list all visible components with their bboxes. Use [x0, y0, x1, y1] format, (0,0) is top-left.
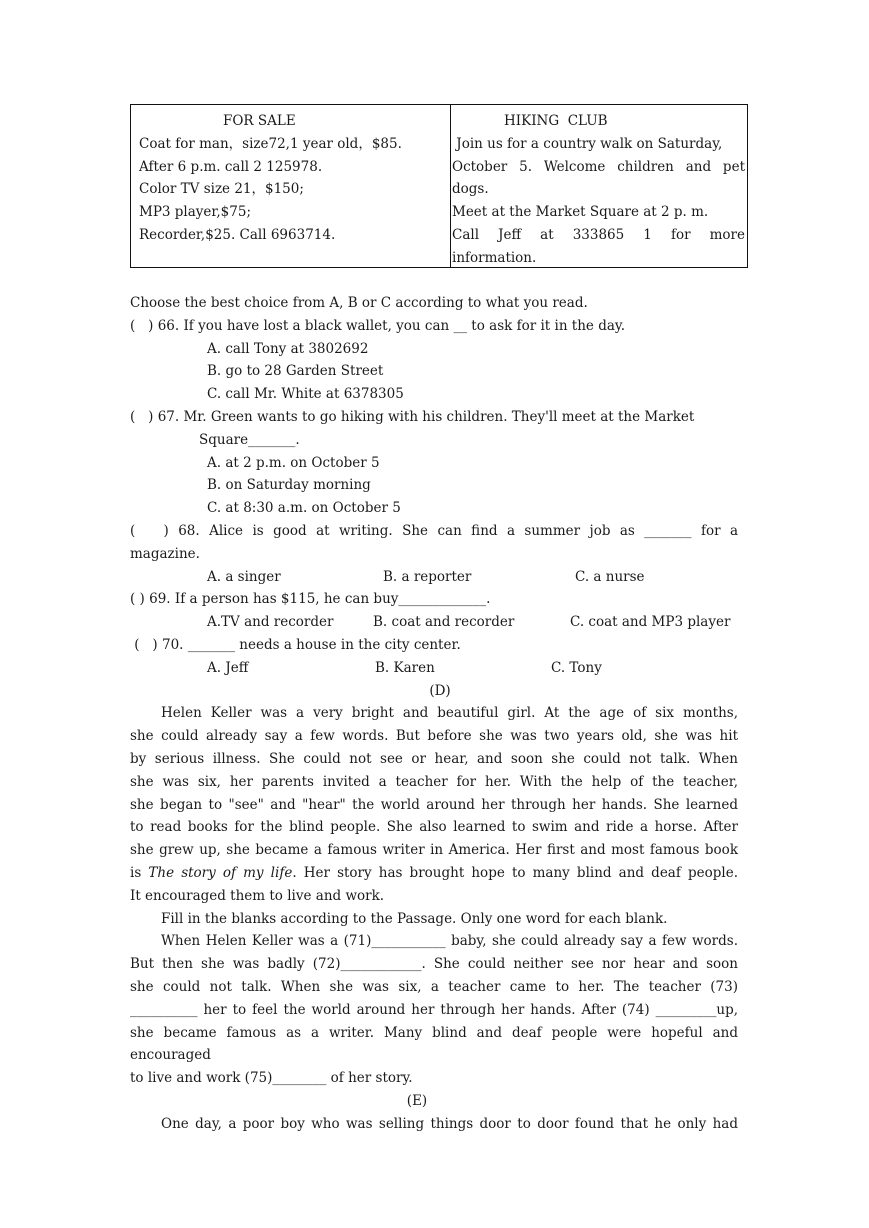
for-sale-ad [131, 105, 451, 267]
option-66-b: B. go to 28 Garden Street [207, 363, 384, 380]
question-66: ( ) 66. If you have lost a black wallet, you can __ to ask for it in the day. [130, 317, 626, 334]
section-d-heading: (D) [429, 682, 451, 699]
option-66-c: C. call Mr. White at 6378305 [207, 386, 404, 403]
fill-line: __________ her to feel the world around her through her hands. After (74) _________up, [130, 1001, 738, 1018]
passage-line: she began to "see" and "hear" the world around her through her hands. She learned [130, 796, 738, 813]
fill-line: she could not talk. When she was six, a teacher came to her. The teacher (73) [130, 978, 738, 995]
hiking-club-line: October 5. Welcome children and pet dogs. [452, 158, 745, 198]
for-sale-line: Recorder,$25. Call 6963714. [139, 226, 336, 243]
question-68: ( ) 68. Alice is good at writing. She can find a summer job as _______ for a [130, 522, 738, 539]
hiking-club-line: Meet at the Market Square at 2 p. m. [452, 204, 709, 221]
section-e-line: One day, a poor boy who was selling things door to door found that he only had [161, 1115, 738, 1132]
question-67: ( ) 67. Mr. Green wants to go hiking with his children. They'll meet at the Market [130, 408, 695, 425]
question-67-cont: Square_______. [199, 431, 300, 448]
option-70-c: C. Tony [551, 659, 602, 676]
instructions: Choose the best choice from A, B or C according to what you read. [130, 295, 588, 311]
fill-line: When Helen Keller was a (71)___________ baby, she could already say a few words. [161, 933, 738, 950]
ads-table [130, 104, 748, 268]
question-70: ( ) 70. _______ needs a house in the city center. [130, 636, 461, 653]
for-sale-line: After 6 p.m. call 2 125978. [139, 158, 323, 175]
question-69: ( ) 69. If a person has $115, he can buy_____________. [130, 591, 491, 608]
options-68 [130, 566, 738, 589]
option-66-a: A. call Tony at 3802692 [207, 340, 369, 357]
hiking-club-line: Call Jeff at 333865 1 for more [452, 226, 745, 243]
option-67-b: B. on Saturday morning [207, 477, 371, 494]
options-70 [130, 657, 738, 680]
option-68-b: B. a reporter [383, 568, 472, 585]
option-67-c: C. at 8:30 a.m. on October 5 [207, 500, 401, 517]
for-sale-line: Color TV size 21，$150; [139, 181, 304, 198]
passage-line: by serious illness. She could not see or hear, and soon she could not talk. When [130, 750, 738, 767]
option-70-a: A. Jeff [207, 659, 249, 676]
fill-line: she became famous as a writer. Many blind and deaf people were hopeful and encouraged [130, 1024, 738, 1064]
hiking-club-line: Join us for a country walk on Saturday, [452, 135, 723, 152]
option-68-c: C. a nurse [575, 568, 645, 585]
section-e-heading: (E) [406, 1092, 428, 1109]
passage-line: she could already say a few words. But before she was two years old, she was hit [130, 728, 738, 745]
book-title: The story of my life [148, 864, 293, 881]
book-post: . Her story has brought hope to many blind and deaf people. [292, 864, 738, 881]
passage-line: she was six, her parents invited a teacher for her. With the help of the teacher, [130, 773, 738, 790]
passage-line-book [130, 862, 738, 885]
book-pre: is [130, 864, 149, 881]
hiking-club-line: information. [452, 249, 537, 266]
fill-instructions: Fill in the blanks according to the Passage. Only one word for each blank. [161, 910, 668, 927]
worksheet-body [130, 292, 738, 1135]
hiking-club-title: HIKING CLUB [504, 113, 608, 129]
passage-line: Helen Keller was a very bright and beautiful girl. At the age of six months, [161, 705, 738, 722]
passage-line: to read books for the blind people. She also learned to swim and ride a horse. After [130, 819, 738, 836]
option-68-a: A. a singer [207, 568, 281, 585]
passage-line: It encouraged them to live and work. [130, 887, 385, 904]
for-sale-line: Coat for man，size72,1 year old，$85. [139, 135, 402, 152]
option-70-b: B. Karen [375, 659, 435, 676]
hiking-club-ad [451, 105, 747, 267]
question-68-cont: magazine. [130, 545, 200, 562]
option-69-b: B. coat and recorder [373, 614, 515, 631]
options-69 [130, 611, 738, 634]
passage-line: she grew up, she became a famous writer in America. Her first and most famous book [130, 842, 738, 859]
option-69-a: A.TV and recorder [207, 614, 334, 631]
fill-line: But then she was badly (72)____________. She could neither see nor hear and soon [130, 956, 738, 973]
for-sale-line: MP3 player,$75; [139, 204, 251, 221]
option-69-c: C. coat and MP3 player [570, 614, 731, 631]
fill-line: to live and work (75)________ of her story. [130, 1070, 413, 1087]
for-sale-title: FOR SALE [223, 113, 296, 129]
option-67-a: A. at 2 p.m. on October 5 [207, 454, 380, 471]
